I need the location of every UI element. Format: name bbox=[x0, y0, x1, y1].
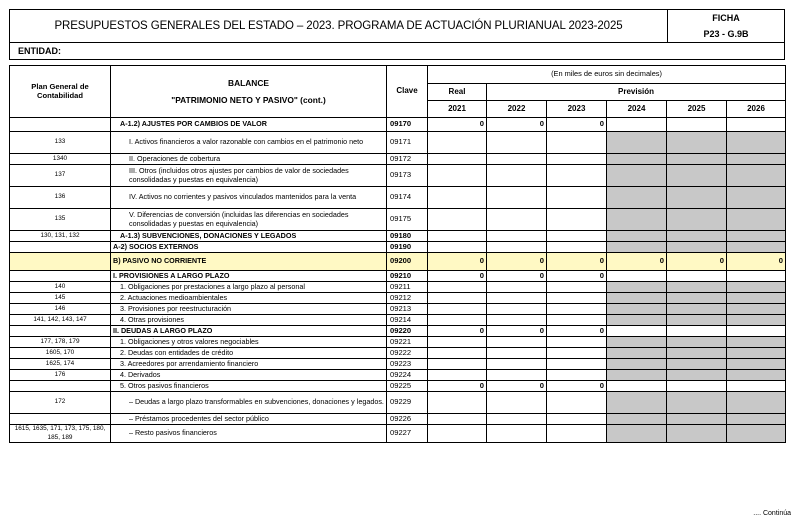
value-cell-2021: 0 bbox=[428, 326, 487, 337]
value-cell-2023 bbox=[547, 242, 607, 253]
row-clave: 09211 bbox=[387, 282, 428, 293]
value-cell-2021 bbox=[428, 132, 487, 154]
value-cell-2021 bbox=[428, 282, 487, 293]
plan-code: 177, 178, 179 bbox=[10, 337, 111, 348]
row-description: A-1.3) SUBVENCIONES, DONACIONES Y LEGADOS bbox=[111, 231, 387, 242]
table-row bbox=[10, 242, 786, 253]
value-cell-2025 bbox=[667, 370, 727, 381]
value-cell-2024 bbox=[607, 132, 667, 154]
value-cell-2026 bbox=[727, 118, 786, 132]
table-row bbox=[10, 154, 786, 165]
value-cell-2025 bbox=[667, 315, 727, 326]
value-cell-2025 bbox=[667, 304, 727, 315]
row-clave: 09213 bbox=[387, 304, 428, 315]
value-cell-2024 bbox=[607, 359, 667, 370]
value-cell-2022 bbox=[487, 165, 547, 187]
value-cell-2025: 0 bbox=[667, 253, 727, 271]
value-cell-2022 bbox=[487, 304, 547, 315]
value-cell-2024 bbox=[607, 271, 667, 282]
value-cell-2026 bbox=[727, 359, 786, 370]
row-clave: 09224 bbox=[387, 370, 428, 381]
row-description: 1. Obligaciones por prestaciones a largo plazo al personal bbox=[111, 282, 387, 293]
row-clave: 09221 bbox=[387, 337, 428, 348]
value-cell-2022 bbox=[487, 187, 547, 209]
value-cell-2024 bbox=[607, 425, 667, 443]
balance-body bbox=[10, 118, 786, 443]
table-row bbox=[10, 359, 786, 370]
row-description: I. Activos financieros a valor razonable con cambios en el patrimonio neto bbox=[111, 132, 387, 154]
row-description: 1. Obligaciones y otros valores negociables bbox=[111, 337, 387, 348]
value-cell-2022 bbox=[487, 209, 547, 231]
value-cell-2025 bbox=[667, 187, 727, 209]
table-row bbox=[10, 118, 786, 132]
plan-code bbox=[10, 242, 111, 253]
value-cell-2021 bbox=[428, 337, 487, 348]
value-cell-2025 bbox=[667, 242, 727, 253]
year-2026: 2026 bbox=[727, 101, 786, 118]
table-row bbox=[10, 381, 786, 392]
ficha-label: FICHA bbox=[712, 13, 740, 23]
value-cell-2021: 0 bbox=[428, 381, 487, 392]
value-cell-2023 bbox=[547, 359, 607, 370]
table-row bbox=[10, 337, 786, 348]
value-cell-2021 bbox=[428, 359, 487, 370]
value-cell-2021: 0 bbox=[428, 271, 487, 282]
row-clave: 09174 bbox=[387, 187, 428, 209]
value-cell-2026 bbox=[727, 165, 786, 187]
table-row bbox=[10, 165, 786, 187]
value-cell-2026 bbox=[727, 132, 786, 154]
value-cell-2023 bbox=[547, 348, 607, 359]
balance-table bbox=[9, 65, 786, 443]
plan-code bbox=[10, 414, 111, 425]
plan-code bbox=[10, 271, 111, 282]
row-description: 2. Deudas con entidades de crédito bbox=[111, 348, 387, 359]
value-cell-2021 bbox=[428, 425, 487, 443]
value-cell-2022 bbox=[487, 370, 547, 381]
balance-subtitle: "PATRIMONIO NETO Y PASIVO" (cont.) bbox=[171, 94, 326, 105]
value-cell-2021 bbox=[428, 370, 487, 381]
table-row bbox=[10, 271, 786, 282]
value-cell-2023: 0 bbox=[547, 381, 607, 392]
table-row bbox=[10, 187, 786, 209]
plan-code bbox=[10, 326, 111, 337]
value-cell-2021 bbox=[428, 293, 487, 304]
value-cell-2023: 0 bbox=[547, 253, 607, 271]
row-clave: 09180 bbox=[387, 231, 428, 242]
value-cell-2021: 0 bbox=[428, 118, 487, 132]
row-description: A-2) SOCIOS EXTERNOS bbox=[111, 242, 387, 253]
value-cell-2025 bbox=[667, 282, 727, 293]
value-cell-2026 bbox=[727, 381, 786, 392]
value-cell-2026 bbox=[727, 370, 786, 381]
plan-code: 135 bbox=[10, 209, 111, 231]
row-clave: 09227 bbox=[387, 425, 428, 443]
value-cell-2026 bbox=[727, 348, 786, 359]
form-header bbox=[9, 9, 785, 43]
value-cell-2023 bbox=[547, 282, 607, 293]
value-cell-2026 bbox=[727, 293, 786, 304]
row-description: A-1.2) AJUSTES POR CAMBIOS DE VALOR bbox=[111, 118, 387, 132]
value-cell-2022 bbox=[487, 282, 547, 293]
year-2024: 2024 bbox=[607, 101, 667, 118]
value-cell-2023 bbox=[547, 337, 607, 348]
row-description: III. Otros (incluidos otros ajustes por cambios de valor de sociedades consolidadas y puestas en equivalencia) bbox=[111, 165, 387, 187]
value-cell-2026 bbox=[727, 231, 786, 242]
table-row bbox=[10, 392, 786, 414]
value-cell-2024 bbox=[607, 187, 667, 209]
value-cell-2025 bbox=[667, 392, 727, 414]
value-cell-2022 bbox=[487, 132, 547, 154]
value-cell-2022 bbox=[487, 242, 547, 253]
plan-header: Plan General de Contabilidad bbox=[10, 66, 111, 118]
value-cell-2025 bbox=[667, 348, 727, 359]
value-cell-2026: 0 bbox=[727, 253, 786, 271]
value-cell-2024 bbox=[607, 231, 667, 242]
row-clave: 09200 bbox=[387, 253, 428, 271]
value-cell-2021 bbox=[428, 165, 487, 187]
row-description: 4. Derivados bbox=[111, 370, 387, 381]
value-cell-2021 bbox=[428, 315, 487, 326]
value-cell-2024 bbox=[607, 370, 667, 381]
value-cell-2024 bbox=[607, 304, 667, 315]
value-cell-2026 bbox=[727, 304, 786, 315]
value-cell-2026 bbox=[727, 282, 786, 293]
value-cell-2024 bbox=[607, 414, 667, 425]
value-cell-2024 bbox=[607, 118, 667, 132]
row-clave: 09190 bbox=[387, 242, 428, 253]
value-cell-2024 bbox=[607, 242, 667, 253]
value-cell-2022 bbox=[487, 337, 547, 348]
table-row bbox=[10, 425, 786, 443]
value-cell-2026 bbox=[727, 187, 786, 209]
value-cell-2025 bbox=[667, 209, 727, 231]
value-cell-2024 bbox=[607, 293, 667, 304]
value-cell-2023: 0 bbox=[547, 118, 607, 132]
value-cell-2021 bbox=[428, 231, 487, 242]
value-cell-2025 bbox=[667, 337, 727, 348]
table-row bbox=[10, 132, 786, 154]
value-cell-2026 bbox=[727, 209, 786, 231]
value-cell-2024 bbox=[607, 392, 667, 414]
value-cell-2026 bbox=[727, 315, 786, 326]
value-cell-2025 bbox=[667, 326, 727, 337]
value-cell-2022 bbox=[487, 392, 547, 414]
value-cell-2021 bbox=[428, 154, 487, 165]
row-clave: 09222 bbox=[387, 348, 428, 359]
value-cell-2026 bbox=[727, 337, 786, 348]
units-note: (En miles de euros sin decimales) bbox=[428, 66, 786, 84]
value-cell-2022 bbox=[487, 231, 547, 242]
value-cell-2024 bbox=[607, 337, 667, 348]
table-row bbox=[10, 414, 786, 425]
row-clave: 09171 bbox=[387, 132, 428, 154]
balance-title: BALANCE bbox=[228, 77, 269, 88]
row-clave: 09210 bbox=[387, 271, 428, 282]
value-cell-2022 bbox=[487, 315, 547, 326]
table-row bbox=[10, 315, 786, 326]
row-description: B) PASIVO NO CORRIENTE bbox=[111, 253, 387, 271]
value-cell-2025 bbox=[667, 293, 727, 304]
value-cell-2026 bbox=[727, 326, 786, 337]
value-cell-2023 bbox=[547, 187, 607, 209]
row-description: – Deudas a largo plazo transformables en subvenciones, donaciones y legados. bbox=[111, 392, 387, 414]
entity-label: ENTIDAD: bbox=[9, 43, 785, 60]
plan-code: 140 bbox=[10, 282, 111, 293]
value-cell-2025 bbox=[667, 165, 727, 187]
value-cell-2025 bbox=[667, 231, 727, 242]
value-cell-2025 bbox=[667, 425, 727, 443]
value-cell-2025 bbox=[667, 414, 727, 425]
table-row bbox=[10, 304, 786, 315]
value-cell-2023 bbox=[547, 132, 607, 154]
row-clave: 09226 bbox=[387, 414, 428, 425]
table-row bbox=[10, 370, 786, 381]
plan-code: 172 bbox=[10, 392, 111, 414]
value-cell-2023 bbox=[547, 370, 607, 381]
value-cell-2021 bbox=[428, 348, 487, 359]
row-description: 5. Otros pasivos financieros bbox=[111, 381, 387, 392]
table-row bbox=[10, 293, 786, 304]
value-cell-2021 bbox=[428, 392, 487, 414]
row-description: 3. Acreedores por arrendamiento financiero bbox=[111, 359, 387, 370]
value-cell-2025 bbox=[667, 271, 727, 282]
value-cell-2023 bbox=[547, 231, 607, 242]
value-cell-2023 bbox=[547, 209, 607, 231]
year-2022: 2022 bbox=[487, 101, 547, 118]
plan-code: 133 bbox=[10, 132, 111, 154]
value-cell-2025 bbox=[667, 132, 727, 154]
value-cell-2023 bbox=[547, 154, 607, 165]
table-row bbox=[10, 209, 786, 231]
row-description: – Resto pasivos financieros bbox=[111, 425, 387, 443]
value-cell-2022 bbox=[487, 359, 547, 370]
plan-code: 1605, 170 bbox=[10, 348, 111, 359]
prevision-header: Previsión bbox=[487, 84, 786, 101]
value-cell-2023 bbox=[547, 165, 607, 187]
value-cell-2022 bbox=[487, 293, 547, 304]
value-cell-2024 bbox=[607, 348, 667, 359]
value-cell-2025 bbox=[667, 118, 727, 132]
value-cell-2025 bbox=[667, 381, 727, 392]
plan-code: 146 bbox=[10, 304, 111, 315]
row-clave: 09173 bbox=[387, 165, 428, 187]
value-cell-2025 bbox=[667, 359, 727, 370]
plan-code: 1340 bbox=[10, 154, 111, 165]
value-cell-2023 bbox=[547, 293, 607, 304]
value-cell-2021 bbox=[428, 242, 487, 253]
value-cell-2024 bbox=[607, 326, 667, 337]
row-clave: 09175 bbox=[387, 209, 428, 231]
value-cell-2022: 0 bbox=[487, 326, 547, 337]
value-cell-2026 bbox=[727, 392, 786, 414]
plan-code bbox=[10, 118, 111, 132]
ficha-code: P23 - G.9B bbox=[703, 29, 749, 39]
clave-header: Clave bbox=[387, 66, 428, 118]
value-cell-2021 bbox=[428, 414, 487, 425]
balance-header bbox=[111, 66, 387, 118]
value-cell-2024 bbox=[607, 282, 667, 293]
table-row bbox=[10, 348, 786, 359]
row-description: 2. Actuaciones medioambientales bbox=[111, 293, 387, 304]
value-cell-2024 bbox=[607, 381, 667, 392]
row-clave: 09229 bbox=[387, 392, 428, 414]
value-cell-2026 bbox=[727, 414, 786, 425]
year-2025: 2025 bbox=[667, 101, 727, 118]
year-2023: 2023 bbox=[547, 101, 607, 118]
row-description: IV. Activos no corrientes y pasivos vinculados mantenidos para la venta bbox=[111, 187, 387, 209]
plan-code: 1615, 1635, 171, 173, 175, 180, 185, 189 bbox=[10, 425, 111, 443]
row-description: II. DEUDAS A LARGO PLAZO bbox=[111, 326, 387, 337]
plan-code: 145 bbox=[10, 293, 111, 304]
value-cell-2021 bbox=[428, 209, 487, 231]
table-row bbox=[10, 282, 786, 293]
row-description: 3. Provisiones por reestructuración bbox=[111, 304, 387, 315]
value-cell-2022: 0 bbox=[487, 381, 547, 392]
value-cell-2022 bbox=[487, 414, 547, 425]
plan-code: 141, 142, 143, 147 bbox=[10, 315, 111, 326]
value-cell-2024: 0 bbox=[607, 253, 667, 271]
value-cell-2022 bbox=[487, 348, 547, 359]
row-clave: 09214 bbox=[387, 315, 428, 326]
value-cell-2021 bbox=[428, 304, 487, 315]
value-cell-2026 bbox=[727, 154, 786, 165]
row-description: II. Operaciones de cobertura bbox=[111, 154, 387, 165]
continues-note: .... Continúa bbox=[753, 510, 791, 517]
row-clave: 09212 bbox=[387, 293, 428, 304]
value-cell-2023 bbox=[547, 392, 607, 414]
value-cell-2022: 0 bbox=[487, 253, 547, 271]
value-cell-2023 bbox=[547, 414, 607, 425]
value-cell-2024 bbox=[607, 315, 667, 326]
plan-code: 136 bbox=[10, 187, 111, 209]
row-description: – Préstamos procedentes del sector público bbox=[111, 414, 387, 425]
value-cell-2022 bbox=[487, 154, 547, 165]
plan-code bbox=[10, 253, 111, 271]
plan-code: 137 bbox=[10, 165, 111, 187]
row-clave: 09223 bbox=[387, 359, 428, 370]
value-cell-2023 bbox=[547, 304, 607, 315]
plan-code bbox=[10, 381, 111, 392]
value-cell-2025 bbox=[667, 154, 727, 165]
plan-code: 130, 131, 132 bbox=[10, 231, 111, 242]
value-cell-2021: 0 bbox=[428, 253, 487, 271]
page-title: PRESUPUESTOS GENERALES DEL ESTADO – 2023. PROGRAMA DE ACTUACIÓN PLURIANUAL 2023-2025 bbox=[10, 10, 668, 42]
value-cell-2022: 0 bbox=[487, 118, 547, 132]
value-cell-2021 bbox=[428, 187, 487, 209]
row-clave: 09225 bbox=[387, 381, 428, 392]
value-cell-2023 bbox=[547, 425, 607, 443]
table-row bbox=[10, 253, 786, 271]
table-row bbox=[10, 231, 786, 242]
value-cell-2023 bbox=[547, 315, 607, 326]
value-cell-2026 bbox=[727, 242, 786, 253]
value-cell-2022: 0 bbox=[487, 271, 547, 282]
row-description: V. Diferencias de conversión (incluidas las diferencias en sociedades consolidadas y puestas en equivalencia) bbox=[111, 209, 387, 231]
plan-code: 176 bbox=[10, 370, 111, 381]
row-description: I. PROVISIONES A LARGO PLAZO bbox=[111, 271, 387, 282]
value-cell-2024 bbox=[607, 165, 667, 187]
table-row bbox=[10, 326, 786, 337]
row-description: 4. Otras provisiones bbox=[111, 315, 387, 326]
row-clave: 09220 bbox=[387, 326, 428, 337]
value-cell-2026 bbox=[727, 271, 786, 282]
real-header: Real bbox=[428, 84, 487, 101]
plan-code: 1625, 174 bbox=[10, 359, 111, 370]
row-clave: 09172 bbox=[387, 154, 428, 165]
value-cell-2024 bbox=[607, 209, 667, 231]
value-cell-2026 bbox=[727, 425, 786, 443]
value-cell-2024 bbox=[607, 154, 667, 165]
value-cell-2023: 0 bbox=[547, 326, 607, 337]
value-cell-2023: 0 bbox=[547, 271, 607, 282]
ficha-box bbox=[668, 10, 784, 42]
value-cell-2022 bbox=[487, 425, 547, 443]
row-clave: 09170 bbox=[387, 118, 428, 132]
year-2021: 2021 bbox=[428, 101, 487, 118]
